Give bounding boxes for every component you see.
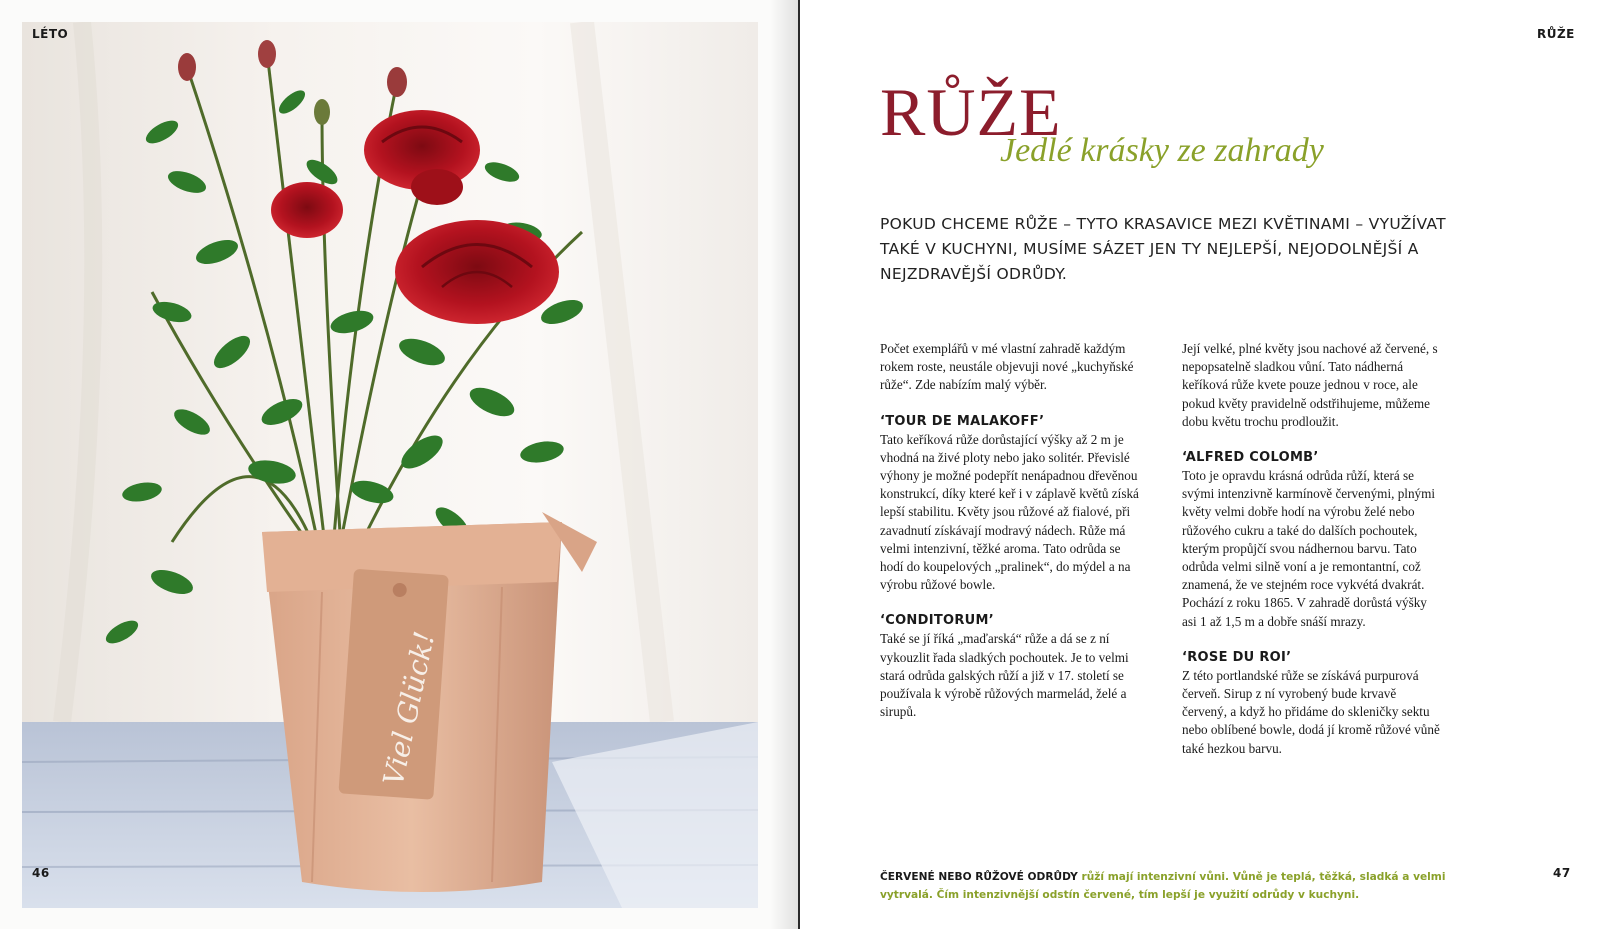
running-head-left: LÉTO: [32, 27, 69, 41]
folio-right: 47: [1553, 866, 1571, 880]
gutter-shadow: [770, 0, 798, 929]
footnote: [880, 868, 1500, 904]
variety-text: Z této portlandské růže se získává purpurová červeň. Sirup z ní vyrobený bude krvavě červený, a když ho přidáme do skleničky sektu nebo oblíbené bowle, dodá jí kromě růžové vůně také hezkou barvu.: [1182, 667, 1440, 756]
lead-paragraph: POKUD CHCEME RŮŽE – TYTO KRASAVICE MEZI KVĚTINAMI – VYUŽÍVAT TAKÉ V KUCHYNI, MUSÍME SÁZET JEN TY NEJLEPŠÍ, NEJODOLNĚJŠÍ A NEJZDRAVĚJŠÍ ODRŮDY.: [880, 215, 1446, 283]
text-column-1: [880, 340, 1142, 738]
variety-heading: ‘ALFRED COLOMB’: [1182, 450, 1319, 466]
variety-text: Její velké, plné květy jsou nachové až červené, s nepopsatelně sladkou vůní. Tato nádherná keříková růže kvete pouze jednou v roce, ale pokud květy pravidelně odstřihujeme, můžeme dobu květu trochu prodloužit.: [1182, 341, 1438, 429]
variety-heading: ‘CONDITORUM’: [880, 613, 994, 629]
variety-text: Tato keříková růže dorůstající výšky až 2 m je vhodná na živé ploty nebo jako solitér. Převislé výhony je možné podepřít nenápadnou dřevěnou konstrukcí, díky které keř i v záplavě květů získá lepší stabilitu. Květy jsou růžové až fialové, při zavadnutí získávají modravý nádech. Růže má velmi intenzivní, těžké aroma. Tato odrůda se hodí do koupelových „pralinek“, do mýdel a na výrobu růžové bowle.: [880, 431, 1139, 593]
variety-heading: ‘TOUR DE MALAKOFF’: [880, 413, 1045, 429]
variety-text: Také se jí říká „maďarská“ růže a dá se z ní vykouzlit řada sladkých pochoutek. Je to velmi stará odrůda galských růží a již v 17. století se používala k výrobě růžových marmelád, želé a sirupů.: [880, 631, 1129, 720]
page-title: RŮŽE: [880, 74, 1062, 150]
footnote-text: růží mají intenzivní vůni. Vůně je teplá, těžká, sladká a velmi vytrvalá. Čím intenzivnější odstín červené, tím lepší je využití odrůdy v kuchyni.: [880, 871, 1446, 901]
intro-paragraph: Počet exemplářů v mé vlastní zahradě každým rokem roste, neustále objevuji nové „kuchyňské růže“. Zde nabízím malý výběr.: [880, 341, 1134, 393]
folio-left: 46: [32, 866, 50, 880]
tag-text: Viel Glück!: [376, 628, 442, 789]
running-head-right: RŮŽE: [1537, 27, 1575, 41]
variety-text: Toto je opravdu krásná odrůda růží, která se svými intenzivně karmínově červenými, plnými květy velmi dobře hodí na výrobu želé nebo růžového cukru a také do dalších pochoutek, kterým propůjčí svou nádhernou barvu. Tato odrůda velmi silně voní a je remontantní, což znamená, že ve stejném roce vykvétá dvakrát. Pochází z roku 1865. V zahradě dorůstá výšky asi 1 až 1,5 m a dobře snáší mrazy.: [1182, 468, 1436, 629]
rose-pot-photo: [22, 22, 758, 908]
footnote-lead: ČERVENÉ NEBO RŮŽOVÉ ODRŮDY: [880, 871, 1078, 883]
page-subtitle: Jedlé krásky ze zahrady: [1000, 132, 1324, 169]
variety-heading: ‘ROSE DU ROI’: [1182, 649, 1292, 665]
text-column-2: [1182, 340, 1444, 775]
